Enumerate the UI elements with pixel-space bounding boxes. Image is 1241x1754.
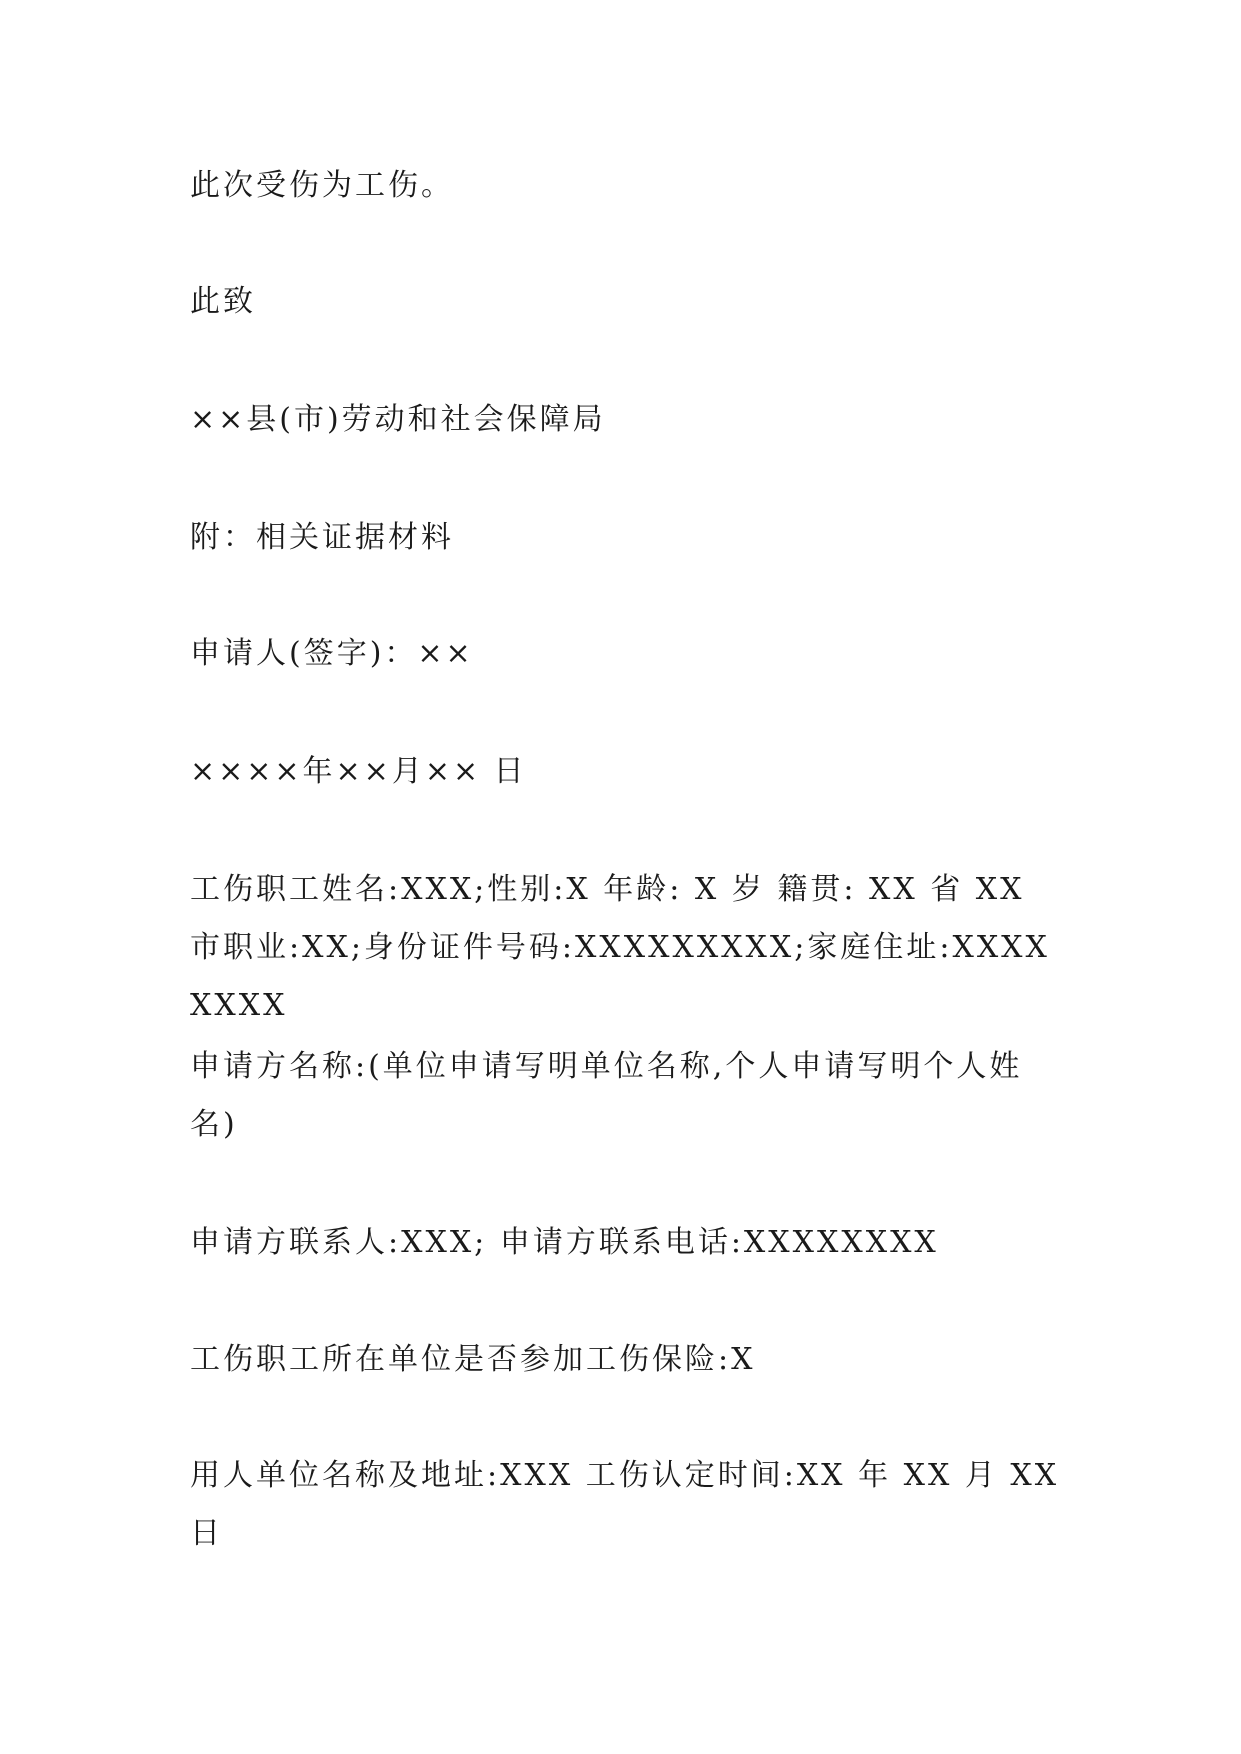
recipient-bureau: ××县(市)劳动和社会保障局 (190, 402, 606, 437)
salutation: 此致 (190, 284, 256, 319)
attachment-note: 附：相关证据材料 (190, 520, 454, 555)
applicant-name: 申请方名称:(单位申请写明单位名称,个人申请写明个人姓名) (190, 1049, 1023, 1142)
injury-conclusion: 此次受伤为工伤。 (190, 168, 454, 203)
worker-info: 工伤职工姓名:XXX;性别:X 年龄: X 岁 籍贯: XX 省 XX 市职业:XX;身份证件号码:XXXXXXXXX;家庭住址:XXXXXXXX (190, 872, 1050, 1023)
insurance-status: 工伤职工所在单位是否参加工伤保险:X (190, 1342, 756, 1377)
employer-info: 用人单位名称及地址:XXX 工伤认定时间:XX 年 XX 月 XX 日 (190, 1458, 1072, 1551)
application-date: ××××年××月×× 日 (190, 754, 527, 789)
applicant-signature: 申请人(签字)：×× (190, 636, 474, 671)
applicant-contact: 申请方联系人:XXX; 申请方联系电话:XXXXXXXX (190, 1225, 939, 1260)
